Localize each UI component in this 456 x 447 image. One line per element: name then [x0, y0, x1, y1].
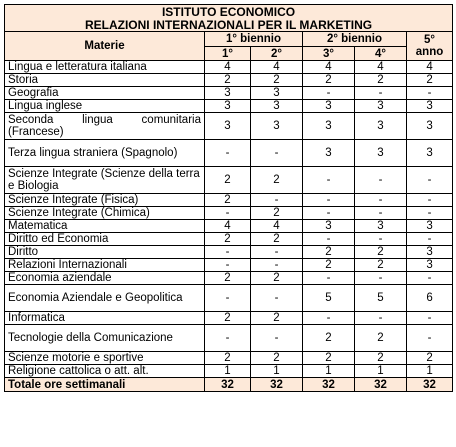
hours-cell: 2 [251, 352, 303, 365]
hours-cell: 2 [205, 312, 251, 325]
hours-cell: 2 [205, 194, 251, 207]
hours-cell: 2 [251, 167, 303, 194]
hours-cell: - [303, 272, 355, 285]
header-materie: Materie [5, 32, 205, 61]
hours-cell: 2 [303, 352, 355, 365]
hours-cell: - [303, 87, 355, 100]
total-cell: 32 [355, 378, 407, 392]
table-row [5, 113, 453, 140]
hours-cell: 3 [303, 140, 355, 167]
hours-cell: 3 [355, 113, 407, 140]
hours-cell: 6 [407, 285, 453, 312]
subject-cell: Tecnologie della Comunicazione [5, 325, 205, 352]
hours-cell: 1 [205, 365, 251, 378]
total-cell: 32 [205, 378, 251, 392]
hours-cell: 3 [205, 100, 251, 113]
hours-cell: - [407, 233, 453, 246]
header-year-4: 4° [355, 47, 407, 61]
hours-cell: 3 [407, 113, 453, 140]
hours-cell: 2 [303, 259, 355, 272]
hours-cell: 2 [205, 352, 251, 365]
table-row [5, 259, 453, 272]
total-cell: 32 [251, 378, 303, 392]
hours-cell: 1 [407, 365, 453, 378]
hours-cell: - [205, 325, 251, 352]
table-row [5, 194, 453, 207]
table-row [5, 352, 453, 365]
total-row [5, 378, 453, 392]
header-anno5: 5° anno [407, 32, 453, 61]
hours-cell: 3 [303, 220, 355, 233]
subject-cell: Diritto [5, 246, 205, 259]
table-row [5, 220, 453, 233]
table-row [5, 272, 453, 285]
header-year-3: 3° [303, 47, 355, 61]
hours-cell: - [251, 246, 303, 259]
subject-cell: Seconda lingua comunitaria (Francese) [5, 113, 205, 140]
hours-cell: 3 [205, 113, 251, 140]
institute-title: ISTITUTO ECONOMICO [5, 5, 453, 19]
total-cell: 32 [303, 378, 355, 392]
table-row [5, 285, 453, 312]
subject-cell: Informatica [5, 312, 205, 325]
hours-cell: - [355, 87, 407, 100]
hours-cell: - [205, 207, 251, 220]
hours-cell: 4 [205, 61, 251, 74]
subject-cell: Matematica [5, 220, 205, 233]
hours-cell: 3 [303, 100, 355, 113]
hours-cell: - [407, 207, 453, 220]
hours-cell: 4 [355, 61, 407, 74]
hours-cell: 3 [355, 220, 407, 233]
hours-cell: - [251, 325, 303, 352]
header-year-1: 1° [205, 47, 251, 61]
hours-cell: - [407, 87, 453, 100]
hours-cell: 3 [407, 100, 453, 113]
curriculum-table [4, 4, 453, 392]
hours-cell: - [205, 259, 251, 272]
hours-cell: - [251, 285, 303, 312]
table-row [5, 167, 453, 194]
hours-cell: 2 [355, 352, 407, 365]
hours-cell: - [303, 167, 355, 194]
hours-cell: 2 [251, 74, 303, 87]
hours-cell: 2 [303, 246, 355, 259]
hours-cell: - [407, 272, 453, 285]
hours-cell: 3 [251, 87, 303, 100]
subject-cell: Storia [5, 74, 205, 87]
hours-cell: - [205, 285, 251, 312]
hours-cell: - [355, 167, 407, 194]
hours-cell: 3 [251, 100, 303, 113]
hours-cell: 2 [303, 74, 355, 87]
hours-cell: 3 [407, 220, 453, 233]
hours-cell: - [407, 312, 453, 325]
hours-cell: - [355, 272, 407, 285]
table-row [5, 325, 453, 352]
hours-cell: - [355, 207, 407, 220]
hours-cell: 2 [251, 312, 303, 325]
hours-cell: 3 [251, 113, 303, 140]
curriculum-body [5, 61, 453, 392]
header-year-2: 2° [251, 47, 303, 61]
hours-cell: 1 [251, 365, 303, 378]
table-row [5, 207, 453, 220]
subject-cell: Relazioni Internazionali [5, 259, 205, 272]
hours-cell: 1 [303, 365, 355, 378]
hours-cell: 2 [251, 272, 303, 285]
hours-cell: - [303, 194, 355, 207]
hours-cell: - [407, 325, 453, 352]
table-row [5, 233, 453, 246]
hours-cell: - [251, 194, 303, 207]
hours-cell: 2 [251, 233, 303, 246]
total-label: Totale ore settimanali [5, 378, 205, 392]
hours-cell: - [251, 140, 303, 167]
subject-cell: Scienze Integrate (Fisica) [5, 194, 205, 207]
hours-cell: - [251, 259, 303, 272]
hours-cell: 4 [251, 220, 303, 233]
hours-cell: 2 [407, 352, 453, 365]
hours-cell: 2 [205, 233, 251, 246]
table-row [5, 365, 453, 378]
hours-cell: - [205, 140, 251, 167]
hours-cell: 2 [303, 325, 355, 352]
table-row [5, 140, 453, 167]
subject-cell: Lingua inglese [5, 100, 205, 113]
hours-cell: 2 [355, 325, 407, 352]
header-biennio2: 2° biennio [303, 32, 407, 47]
hours-cell: 5 [303, 285, 355, 312]
program-title: RELAZIONI INTERNAZIONALI PER IL MARKETING [5, 18, 453, 32]
hours-cell: 5 [355, 285, 407, 312]
hours-cell: - [407, 167, 453, 194]
hours-cell: 3 [355, 140, 407, 167]
subject-cell: Religione cattolica o att. alt. [5, 365, 205, 378]
hours-cell: 4 [205, 220, 251, 233]
hours-cell: 4 [303, 61, 355, 74]
subject-cell: Geografia [5, 87, 205, 100]
total-cell: 32 [407, 378, 453, 392]
subject-cell: Economia aziendale [5, 272, 205, 285]
hours-cell: 2 [355, 74, 407, 87]
hours-cell: 3 [303, 113, 355, 140]
hours-cell: 3 [355, 100, 407, 113]
hours-cell: 1 [355, 365, 407, 378]
hours-cell: 4 [407, 61, 453, 74]
subject-cell: Terza lingua straniera (Spagnolo) [5, 140, 205, 167]
table-row [5, 87, 453, 100]
hours-cell: - [303, 233, 355, 246]
hours-cell: - [205, 246, 251, 259]
table-row [5, 100, 453, 113]
hours-cell: 2 [205, 167, 251, 194]
table-row [5, 74, 453, 87]
table-row [5, 312, 453, 325]
table-row [5, 61, 453, 74]
hours-cell: 2 [355, 246, 407, 259]
hours-cell: - [303, 312, 355, 325]
hours-cell: - [303, 207, 355, 220]
hours-cell: 4 [251, 61, 303, 74]
hours-cell: 2 [407, 74, 453, 87]
hours-cell: 3 [407, 259, 453, 272]
curriculum-table-container [4, 4, 453, 392]
hours-cell: 2 [205, 74, 251, 87]
subject-cell: Lingua e letteratura italiana [5, 61, 205, 74]
hours-cell: - [355, 233, 407, 246]
hours-cell: - [407, 194, 453, 207]
hours-cell: 3 [407, 140, 453, 167]
table-row [5, 246, 453, 259]
hours-cell: 2 [355, 259, 407, 272]
hours-cell: 3 [407, 246, 453, 259]
subject-cell: Scienze motorie e sportive [5, 352, 205, 365]
hours-cell: - [355, 194, 407, 207]
hours-cell: - [355, 312, 407, 325]
subject-cell: Scienze Integrate (Scienze della terra e Biologia [5, 167, 205, 194]
subject-cell: Diritto ed Economia [5, 233, 205, 246]
subject-cell: Economia Aziendale e Geopolitica [5, 285, 205, 312]
subject-cell: Scienze Integrate (Chimica) [5, 207, 205, 220]
hours-cell: 2 [205, 272, 251, 285]
header-biennio1: 1° biennio [205, 32, 303, 47]
hours-cell: 2 [251, 207, 303, 220]
hours-cell: 3 [205, 87, 251, 100]
